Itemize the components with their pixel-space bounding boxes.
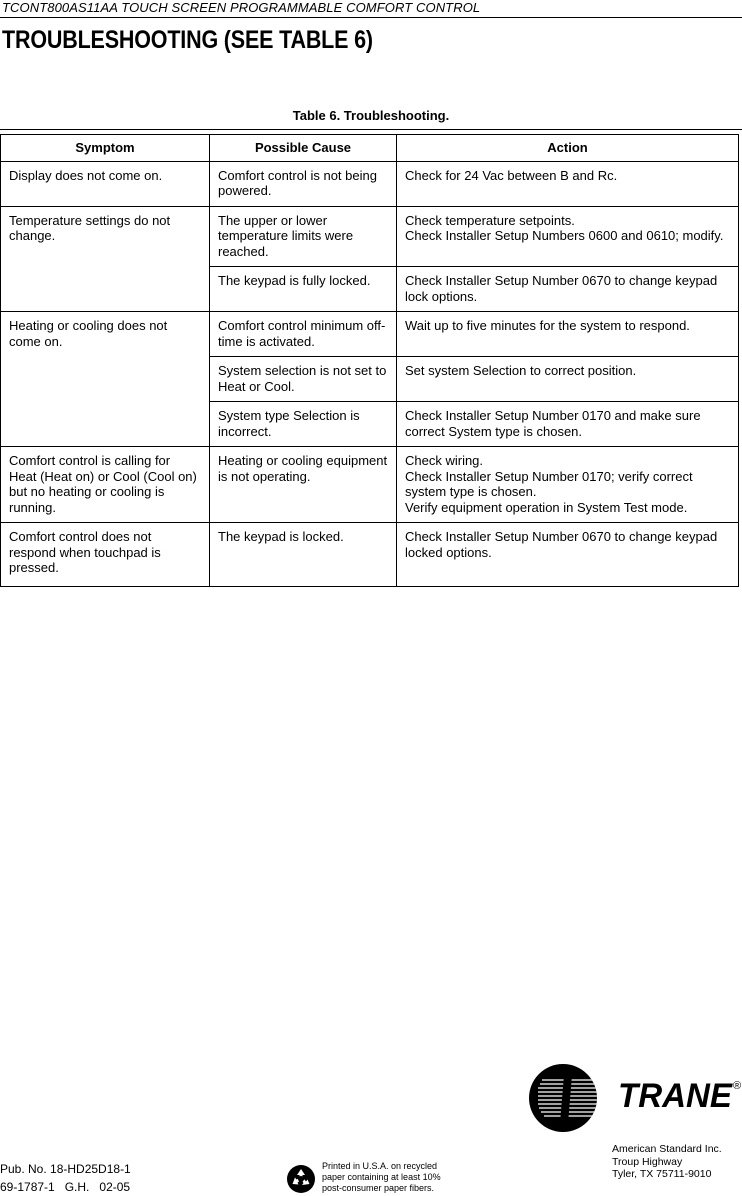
symptom-cell: Temperature settings do not change. <box>1 206 210 312</box>
trane-circle-logo-icon <box>528 1063 598 1133</box>
action-line: Check Installer Setup Number 0670 to change keypad lock options. <box>405 273 718 304</box>
action-line: Check wiring. <box>405 453 484 468</box>
form-line <box>0 1178 131 1196</box>
header-divider <box>0 17 742 18</box>
form-initials: G.H. <box>64 1180 90 1194</box>
publication-info <box>0 1160 131 1196</box>
trane-wordmark-text: TRANE <box>618 1077 734 1112</box>
cause-cell: The keypad is fully locked. <box>210 267 397 312</box>
action-cell <box>397 402 739 447</box>
printed-line-1: Printed in U.S.A. on recycled <box>322 1161 438 1171</box>
company-address <box>612 1143 722 1181</box>
cause-cell: Heating or cooling equipment is not operating. <box>210 447 397 523</box>
action-cell <box>397 312 739 357</box>
page-title: TROUBLESHOOTING (SEE TABLE 6) <box>2 26 373 54</box>
recycle-icon <box>286 1164 316 1194</box>
column-header-cause: Possible Cause <box>210 135 397 162</box>
action-cell <box>397 206 739 267</box>
printed-line-2: paper containing at least 10% <box>322 1172 441 1182</box>
pub-number: Pub. No. 18-HD25D18-1 <box>0 1162 131 1176</box>
table-row <box>1 523 739 587</box>
cause-cell: The keypad is locked. <box>210 523 397 587</box>
action-line: Check Installer Setup Number 0170 and make sure correct System type is chosen. <box>405 408 701 439</box>
company-city: Tyler, TX 75711-9010 <box>612 1168 712 1180</box>
registered-mark: ® <box>733 1080 742 1092</box>
form-number: 69-1787-1 <box>0 1180 55 1194</box>
symptom-cell: Display does not come on. <box>1 161 210 206</box>
column-header-action: Action <box>397 135 739 162</box>
table-header-row <box>1 135 739 162</box>
action-line: Check Installer Setup Number 0670 to change keypad locked options. <box>405 529 718 560</box>
company-street: Troup Highway <box>612 1155 683 1168</box>
cause-cell: System type Selection is incorrect. <box>210 402 397 447</box>
company-name: American Standard Inc. <box>612 1143 722 1155</box>
action-cell <box>397 357 739 402</box>
cause-cell: Comfort control is not being powered. <box>210 161 397 206</box>
action-line: Check temperature setpoints. <box>405 212 575 228</box>
table-top-rule <box>0 129 742 130</box>
table-row <box>1 447 739 523</box>
printed-line-3: post-consumer paper fibers. <box>322 1183 435 1193</box>
action-cell <box>397 523 739 587</box>
table-row <box>1 206 739 267</box>
action-line: Verify equipment operation in System Test mode. <box>405 499 688 515</box>
symptom-cell: Heating or cooling does not come on. <box>1 312 210 447</box>
troubleshooting-table <box>0 134 739 587</box>
form-date: 02-05 <box>99 1180 131 1194</box>
action-line: Check Installer Setup Numbers 0600 and 0610; modify. <box>405 228 724 243</box>
cause-cell: System selection is not set to Heat or Cool. <box>210 357 397 402</box>
symptom-cell: Comfort control does not respond when touchpad is pressed. <box>1 523 210 587</box>
table-row <box>1 312 739 357</box>
running-header: TCONT800AS11AA TOUCH SCREEN PROGRAMMABLE COMFORT CONTROL <box>2 0 481 15</box>
cause-cell: Comfort control minimum off-time is activated. <box>210 312 397 357</box>
column-header-symptom: Symptom <box>1 135 210 162</box>
action-cell <box>397 447 739 523</box>
action-line: Check Installer Setup Number 0170; verify correct system type is chosen. <box>405 468 693 499</box>
action-line: Set system Selection to correct position. <box>405 363 637 378</box>
table-row <box>1 161 739 206</box>
symptom-cell: Comfort control is calling for Heat (Heat on) or Cool (Cool on) but no heating or cooling is running. <box>1 447 210 523</box>
action-cell <box>397 267 739 312</box>
action-line: Check for 24 Vac between B and Rc. <box>405 167 618 183</box>
cause-cell: The upper or lower temperature limits were reached. <box>210 206 397 267</box>
table-caption: Table 6. Troubleshooting. <box>292 108 450 123</box>
printed-notice <box>322 1161 441 1194</box>
trane-wordmark-logo <box>616 1076 734 1112</box>
action-line: Wait up to five minutes for the system to respond. <box>405 318 690 333</box>
action-cell <box>397 161 739 206</box>
